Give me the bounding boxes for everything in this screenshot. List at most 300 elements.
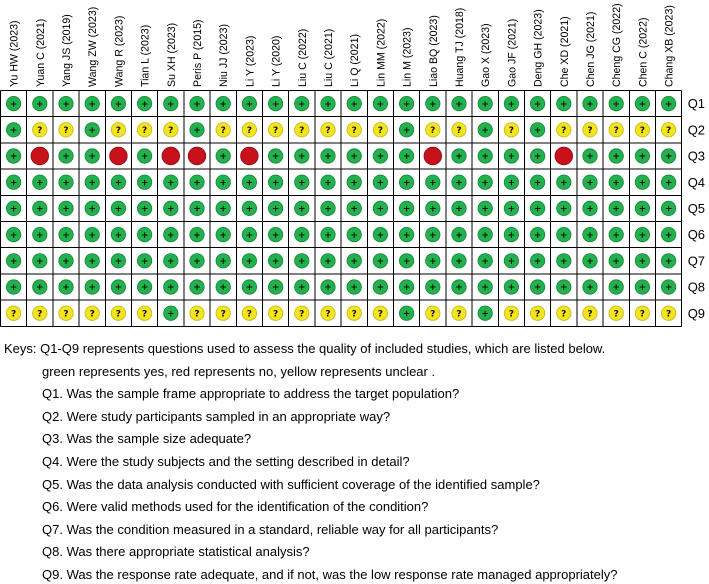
rating-unclear-symbol: ? xyxy=(613,309,619,320)
rating-yes-symbol: + xyxy=(560,204,568,215)
rating-yes-symbol: + xyxy=(402,230,411,241)
rating-yes-mark xyxy=(530,123,544,137)
rating-unclear-symbol: ? xyxy=(246,309,253,320)
rating-no-dot xyxy=(424,147,442,165)
rating-no-dot xyxy=(241,147,259,165)
rating-unclear-mark xyxy=(661,306,675,320)
rating-yes-symbol: + xyxy=(193,178,201,189)
rating-yes-symbol: + xyxy=(429,257,437,267)
rating-unclear-mark xyxy=(426,123,440,137)
study-label: Chen JG (2021) xyxy=(585,11,597,87)
rating-unclear-symbol: ? xyxy=(220,309,226,320)
rating-yes-symbol: + xyxy=(481,204,489,215)
rating-no-mark xyxy=(555,147,573,165)
rating-yes-symbol: + xyxy=(586,257,594,267)
question-row-label: Q7 xyxy=(687,253,706,269)
rating-yes-mark xyxy=(190,96,204,110)
rating-yes-symbol: + xyxy=(429,99,437,110)
study-label: Liao BQ (2023) xyxy=(427,15,440,87)
rating-unclear-mark xyxy=(661,123,675,137)
rating-yes-mark xyxy=(452,227,466,241)
question-definition-q9: Q9. Was the response rate adequate, and if not, was the low response rate managed appropriately? xyxy=(42,566,618,582)
rating-unclear-mark xyxy=(635,123,649,137)
rating-yes-mark xyxy=(661,96,675,110)
rating-yes-symbol: + xyxy=(402,257,411,267)
rating-yes-mark xyxy=(530,96,544,110)
rating-yes-mark xyxy=(216,201,230,215)
rating-unclear-mark xyxy=(190,306,204,320)
rating-unclear-symbol: ? xyxy=(561,126,567,136)
rating-yes-mark xyxy=(530,175,544,189)
rating-yes-symbol: + xyxy=(533,257,542,267)
rating-yes-mark xyxy=(268,175,282,189)
rating-yes-symbol: + xyxy=(167,230,175,241)
rating-yes-mark xyxy=(452,175,466,189)
rating-yes-mark xyxy=(268,227,282,241)
question-definition-q2: Q2. Were study participants sampled in an appropriate way? xyxy=(42,408,391,424)
rating-yes-mark xyxy=(635,280,649,294)
study-label: Li Y (2023) xyxy=(244,35,257,87)
rating-yes-symbol: + xyxy=(455,204,463,215)
rating-yes-mark xyxy=(478,123,492,137)
rating-yes-symbol: + xyxy=(36,257,44,267)
rating-yes-mark xyxy=(216,227,230,241)
rating-yes-symbol: + xyxy=(9,126,18,136)
rating-yes-mark xyxy=(609,96,623,110)
rating-unclear-symbol: ? xyxy=(63,126,69,136)
keys-intro: Keys: Q1-Q9 represents questions used to assess the quality of included studies, which are listed below. xyxy=(4,341,606,356)
rating-yes-mark xyxy=(530,201,544,215)
rating-unclear-symbol: ? xyxy=(351,309,357,320)
rating-yes-symbol: + xyxy=(9,204,18,215)
rating-yes-mark xyxy=(164,280,178,294)
rating-unclear-mark xyxy=(609,306,623,320)
rating-yes-symbol: + xyxy=(455,257,463,267)
study-label: Su XH (2023) xyxy=(165,22,178,87)
rating-yes-symbol: + xyxy=(376,283,385,294)
rating-yes-symbol: + xyxy=(507,99,516,110)
rating-yes-mark xyxy=(242,254,256,268)
rating-yes-mark xyxy=(661,254,675,268)
rating-yes-symbol: + xyxy=(429,178,437,189)
rating-yes-symbol: + xyxy=(638,99,647,110)
rating-yes-symbol: + xyxy=(88,178,96,189)
rating-yes-symbol: + xyxy=(507,204,516,215)
question-definition-q7: Q7. Was the condition measured in a standard, reliable way for all participants? xyxy=(42,521,499,537)
rating-yes-mark xyxy=(295,201,309,215)
rating-unclear-mark xyxy=(268,306,282,320)
rating-yes-mark xyxy=(216,280,230,294)
question-row-label: Q9 xyxy=(687,305,706,321)
rating-yes-symbol: + xyxy=(245,178,254,189)
rating-yes-symbol: + xyxy=(507,257,516,267)
rating-yes-symbol: + xyxy=(324,99,332,110)
rating-unclear-mark xyxy=(557,123,571,137)
rating-yes-symbol: + xyxy=(455,152,463,163)
rating-yes-symbol: + xyxy=(62,283,70,294)
rating-yes-mark xyxy=(33,227,47,241)
rating-yes-mark xyxy=(609,201,623,215)
rating-yes-symbol: + xyxy=(376,178,385,189)
rating-unclear-mark xyxy=(557,306,571,320)
study-label: Chen C (2022) xyxy=(637,17,650,87)
rating-unclear-symbol: ? xyxy=(168,126,174,136)
rating-yes-mark xyxy=(609,149,623,163)
rating-yes-mark xyxy=(583,280,597,294)
rating-yes-mark xyxy=(504,175,518,189)
rating-yes-mark xyxy=(347,149,361,163)
rating-yes-symbol: + xyxy=(533,99,542,110)
rating-yes-mark xyxy=(635,254,649,268)
rating-yes-symbol: + xyxy=(298,230,306,241)
rating-yes-mark xyxy=(321,96,335,110)
rating-yes-mark xyxy=(661,175,675,189)
rating-unclear-mark xyxy=(347,123,361,137)
rating-yes-symbol: + xyxy=(219,178,227,189)
rating-yes-symbol: + xyxy=(271,230,280,241)
rating-yes-mark xyxy=(347,201,361,215)
rating-yes-mark xyxy=(111,254,125,268)
rating-unclear-mark xyxy=(295,306,309,320)
rating-yes-mark xyxy=(268,254,282,268)
rating-yes-symbol: + xyxy=(140,99,149,110)
question-definition-q4: Q4. Were the study subjects and the setting described in detail? xyxy=(42,453,410,469)
rating-yes-symbol: + xyxy=(271,99,280,110)
rating-yes-mark xyxy=(557,227,571,241)
rating-yes-symbol: + xyxy=(36,230,44,241)
rating-yes-symbol: + xyxy=(533,126,542,136)
rating-yes-symbol: + xyxy=(114,230,123,241)
rating-unclear-symbol: ? xyxy=(587,126,593,136)
rating-yes-mark xyxy=(530,254,544,268)
rating-unclear-mark xyxy=(216,306,230,320)
rating-unclear-mark xyxy=(426,306,440,320)
rating-yes-mark xyxy=(452,280,466,294)
rating-yes-mark xyxy=(478,306,492,320)
rating-unclear-symbol: ? xyxy=(456,126,462,136)
rating-yes-mark xyxy=(137,280,151,294)
rating-yes-symbol: + xyxy=(62,204,70,215)
rating-yes-mark xyxy=(59,96,73,110)
rating-unclear-mark xyxy=(530,306,544,320)
question-row-label: Q3 xyxy=(687,148,706,164)
rating-yes-mark xyxy=(137,227,151,241)
rating-yes-mark xyxy=(164,175,178,189)
rating-yes-mark xyxy=(504,149,518,163)
rating-unclear-mark xyxy=(85,306,99,320)
rating-yes-symbol: + xyxy=(586,230,594,241)
rating-yes-mark xyxy=(190,280,204,294)
rating-yes-symbol: + xyxy=(167,99,175,110)
rating-yes-mark xyxy=(373,227,387,241)
rating-yes-mark xyxy=(583,149,597,163)
rating-yes-symbol: + xyxy=(193,230,201,241)
rating-unclear-symbol: ? xyxy=(665,126,672,136)
rating-yes-symbol: + xyxy=(62,178,70,189)
rating-yes-mark xyxy=(399,201,413,215)
rating-yes-symbol: + xyxy=(402,126,411,136)
rating-yes-mark xyxy=(530,280,544,294)
rating-unclear-symbol: ? xyxy=(220,126,226,136)
rating-yes-mark xyxy=(295,96,309,110)
study-label: Gao X (2023) xyxy=(480,23,493,87)
study-label: Niu JJ (2023) xyxy=(218,24,231,87)
rating-yes-mark xyxy=(85,280,99,294)
rating-yes-mark xyxy=(426,227,440,241)
assessment-grid xyxy=(1,91,682,327)
question-definition-q5: Q5. Was the data analysis conducted with sufficient coverage of the identified sample? xyxy=(42,476,540,492)
rating-yes-symbol: + xyxy=(533,204,542,215)
rating-yes-mark xyxy=(373,201,387,215)
question-row-label: Q5 xyxy=(687,201,706,216)
study-label: Li Q (2021) xyxy=(349,34,362,87)
rating-yes-mark xyxy=(295,254,309,268)
rating-yes-mark xyxy=(137,96,151,110)
rating-yes-mark xyxy=(85,254,99,268)
rating-yes-symbol: + xyxy=(219,230,227,241)
rating-yes-symbol: + xyxy=(664,257,673,267)
rating-yes-mark xyxy=(111,201,125,215)
question-definition-q8: Q8. Was there appropriate statistical analysis? xyxy=(42,544,310,560)
rating-yes-symbol: + xyxy=(612,204,620,215)
rating-yes-mark xyxy=(190,254,204,268)
rating-yes-symbol: + xyxy=(219,204,227,215)
rating-yes-symbol: + xyxy=(324,257,332,267)
rating-yes-symbol: + xyxy=(612,257,620,267)
rating-yes-symbol: + xyxy=(324,283,332,294)
study-label: Tian L (2023) xyxy=(139,24,152,87)
rating-yes-symbol: + xyxy=(298,152,306,163)
rating-unclear-symbol: ? xyxy=(272,309,279,320)
keys-legend xyxy=(0,341,709,582)
rating-yes-symbol: + xyxy=(324,152,332,163)
rating-yes-symbol: + xyxy=(271,257,280,267)
rating-unclear-mark xyxy=(6,306,20,320)
rating-yes-mark xyxy=(347,254,361,268)
rating-unclear-symbol: ? xyxy=(272,126,279,136)
study-label: Gao JF (2021) xyxy=(506,18,519,87)
rating-yes-mark xyxy=(164,227,178,241)
rating-yes-symbol: + xyxy=(481,257,489,267)
rating-unclear-mark xyxy=(373,123,387,137)
question-definition-q1: Q1. Was the sample frame appropriate to address the target population? xyxy=(42,386,460,402)
rating-unclear-mark xyxy=(347,306,361,320)
rating-unclear-mark xyxy=(295,123,309,137)
rating-yes-mark xyxy=(504,227,518,241)
rating-yes-mark xyxy=(557,201,571,215)
rating-yes-symbol: + xyxy=(507,178,516,189)
rating-unclear-mark xyxy=(268,123,282,137)
rating-yes-mark xyxy=(373,149,387,163)
question-row-label: Q1 xyxy=(687,96,706,112)
rating-yes-symbol: + xyxy=(586,204,594,215)
rating-yes-symbol: + xyxy=(36,178,44,189)
rating-yes-mark xyxy=(137,149,151,163)
rating-yes-mark xyxy=(347,227,361,241)
rating-yes-mark xyxy=(504,201,518,215)
rating-yes-mark xyxy=(583,96,597,110)
rating-yes-symbol: + xyxy=(9,283,18,294)
rating-yes-mark xyxy=(426,96,440,110)
rating-yes-mark xyxy=(426,201,440,215)
rating-yes-symbol: + xyxy=(350,152,358,163)
study-label: Yang JS (2019) xyxy=(61,14,73,87)
rating-yes-mark xyxy=(6,175,20,189)
study-label: Chang XB (2023) xyxy=(663,5,676,87)
rating-yes-symbol: + xyxy=(193,99,201,110)
rating-yes-mark xyxy=(85,227,99,241)
rating-unclear-mark xyxy=(164,123,178,137)
rating-yes-mark xyxy=(478,227,492,241)
rating-yes-symbol: + xyxy=(88,204,96,215)
rating-unclear-symbol: ? xyxy=(89,309,95,320)
rating-yes-symbol: + xyxy=(193,283,201,294)
rating-yes-mark xyxy=(452,254,466,268)
rating-yes-mark xyxy=(137,254,151,268)
rating-yes-mark xyxy=(190,175,204,189)
rating-yes-symbol: + xyxy=(88,230,96,241)
rating-yes-mark xyxy=(6,149,20,163)
rating-yes-symbol: + xyxy=(9,257,18,267)
question-row-label: Q8 xyxy=(687,279,706,295)
rating-yes-mark xyxy=(59,201,73,215)
rating-yes-mark xyxy=(452,201,466,215)
rating-no-mark xyxy=(162,147,180,165)
rating-yes-symbol: + xyxy=(350,283,358,294)
rating-yes-mark xyxy=(137,175,151,189)
rating-yes-mark xyxy=(242,280,256,294)
study-label: Yu HW (2023) xyxy=(8,20,21,87)
rating-unclear-symbol: ? xyxy=(561,309,567,320)
rating-yes-mark xyxy=(478,254,492,268)
rating-unclear-mark xyxy=(137,306,151,320)
rating-yes-mark xyxy=(557,175,571,189)
rating-yes-symbol: + xyxy=(586,178,594,189)
rating-yes-mark xyxy=(85,175,99,189)
rating-yes-symbol: + xyxy=(324,204,332,215)
rating-yes-symbol: + xyxy=(167,283,175,294)
rating-yes-symbol: + xyxy=(114,283,123,294)
rating-yes-symbol: + xyxy=(271,204,280,215)
rating-yes-mark xyxy=(504,96,518,110)
rating-unclear-symbol: ? xyxy=(665,309,672,320)
rating-no-dot xyxy=(110,147,128,165)
rating-unclear-mark xyxy=(111,123,125,137)
rating-yes-mark xyxy=(59,227,73,241)
rating-yes-mark xyxy=(111,227,125,241)
rating-yes-symbol: + xyxy=(114,99,123,110)
rating-yes-symbol: + xyxy=(9,230,18,241)
rating-unclear-symbol: ? xyxy=(141,126,148,136)
rating-unclear-mark xyxy=(635,306,649,320)
rating-unclear-symbol: ? xyxy=(639,126,646,136)
rating-yes-mark xyxy=(557,254,571,268)
rating-yes-mark xyxy=(6,227,20,241)
rating-yes-symbol: + xyxy=(586,99,594,110)
rating-yes-mark xyxy=(111,96,125,110)
rating-no-mark xyxy=(31,147,49,165)
rating-yes-symbol: + xyxy=(664,204,673,215)
rating-yes-mark xyxy=(242,201,256,215)
rating-yes-symbol: + xyxy=(481,99,489,110)
rating-yes-symbol: + xyxy=(245,230,254,241)
rating-yes-mark xyxy=(190,123,204,137)
rating-yes-symbol: + xyxy=(167,257,175,267)
study-label: Yuan C (2021) xyxy=(34,18,47,87)
rating-yes-mark xyxy=(399,227,413,241)
rating-unclear-symbol: ? xyxy=(377,309,384,320)
rating-yes-mark xyxy=(661,149,675,163)
rating-unclear-mark xyxy=(504,306,518,320)
rating-unclear-symbol: ? xyxy=(430,309,436,320)
rating-yes-symbol: + xyxy=(350,178,358,189)
rating-yes-symbol: + xyxy=(9,178,18,189)
rating-yes-mark xyxy=(268,201,282,215)
rating-yes-mark xyxy=(399,175,413,189)
rating-yes-mark xyxy=(6,280,20,294)
rating-yes-mark xyxy=(478,280,492,294)
rating-yes-mark xyxy=(399,306,413,320)
rating-yes-symbol: + xyxy=(455,178,463,189)
rating-yes-symbol: + xyxy=(560,257,568,267)
rating-unclear-symbol: ? xyxy=(456,309,462,320)
rating-yes-symbol: + xyxy=(402,152,411,163)
study-label: Lin MM (2022) xyxy=(375,18,388,87)
rating-unclear-symbol: ? xyxy=(194,309,200,320)
rating-yes-mark xyxy=(295,175,309,189)
rating-yes-symbol: + xyxy=(88,126,96,136)
rating-unclear-symbol: ? xyxy=(508,126,515,136)
study-column-labels xyxy=(9,3,676,87)
rating-unclear-symbol: ? xyxy=(141,309,148,320)
rating-unclear-mark xyxy=(33,123,47,137)
rating-yes-symbol: + xyxy=(114,178,123,189)
rating-yes-mark xyxy=(6,123,20,137)
rating-yes-symbol: + xyxy=(586,283,594,294)
rating-yes-mark xyxy=(216,254,230,268)
rating-yes-mark xyxy=(85,123,99,137)
rating-yes-symbol: + xyxy=(193,257,201,267)
rating-yes-mark xyxy=(216,175,230,189)
rating-yes-mark xyxy=(164,96,178,110)
rating-no-mark xyxy=(110,147,128,165)
rating-yes-symbol: + xyxy=(429,230,437,241)
rating-yes-mark xyxy=(347,175,361,189)
rating-yes-mark xyxy=(635,201,649,215)
rating-yes-mark xyxy=(59,149,73,163)
rating-yes-mark xyxy=(164,201,178,215)
rating-yes-mark xyxy=(452,149,466,163)
rating-yes-symbol: + xyxy=(324,178,332,189)
rating-yes-mark xyxy=(609,254,623,268)
rating-yes-mark xyxy=(426,280,440,294)
study-label: Wang ZW (2023) xyxy=(87,6,100,87)
rating-yes-mark xyxy=(242,175,256,189)
rating-unclear-mark xyxy=(321,306,335,320)
rating-yes-mark xyxy=(33,175,47,189)
rating-yes-symbol: + xyxy=(612,99,620,110)
rating-yes-mark xyxy=(242,96,256,110)
rating-yes-symbol: + xyxy=(219,283,227,294)
rating-yes-symbol: + xyxy=(612,178,620,189)
rating-yes-symbol: + xyxy=(350,204,358,215)
rating-yes-mark xyxy=(635,227,649,241)
rating-yes-mark xyxy=(6,201,20,215)
rating-yes-mark xyxy=(295,280,309,294)
rating-yes-symbol: + xyxy=(298,178,306,189)
rating-yes-symbol: + xyxy=(350,257,358,267)
rating-yes-symbol: + xyxy=(114,204,123,215)
